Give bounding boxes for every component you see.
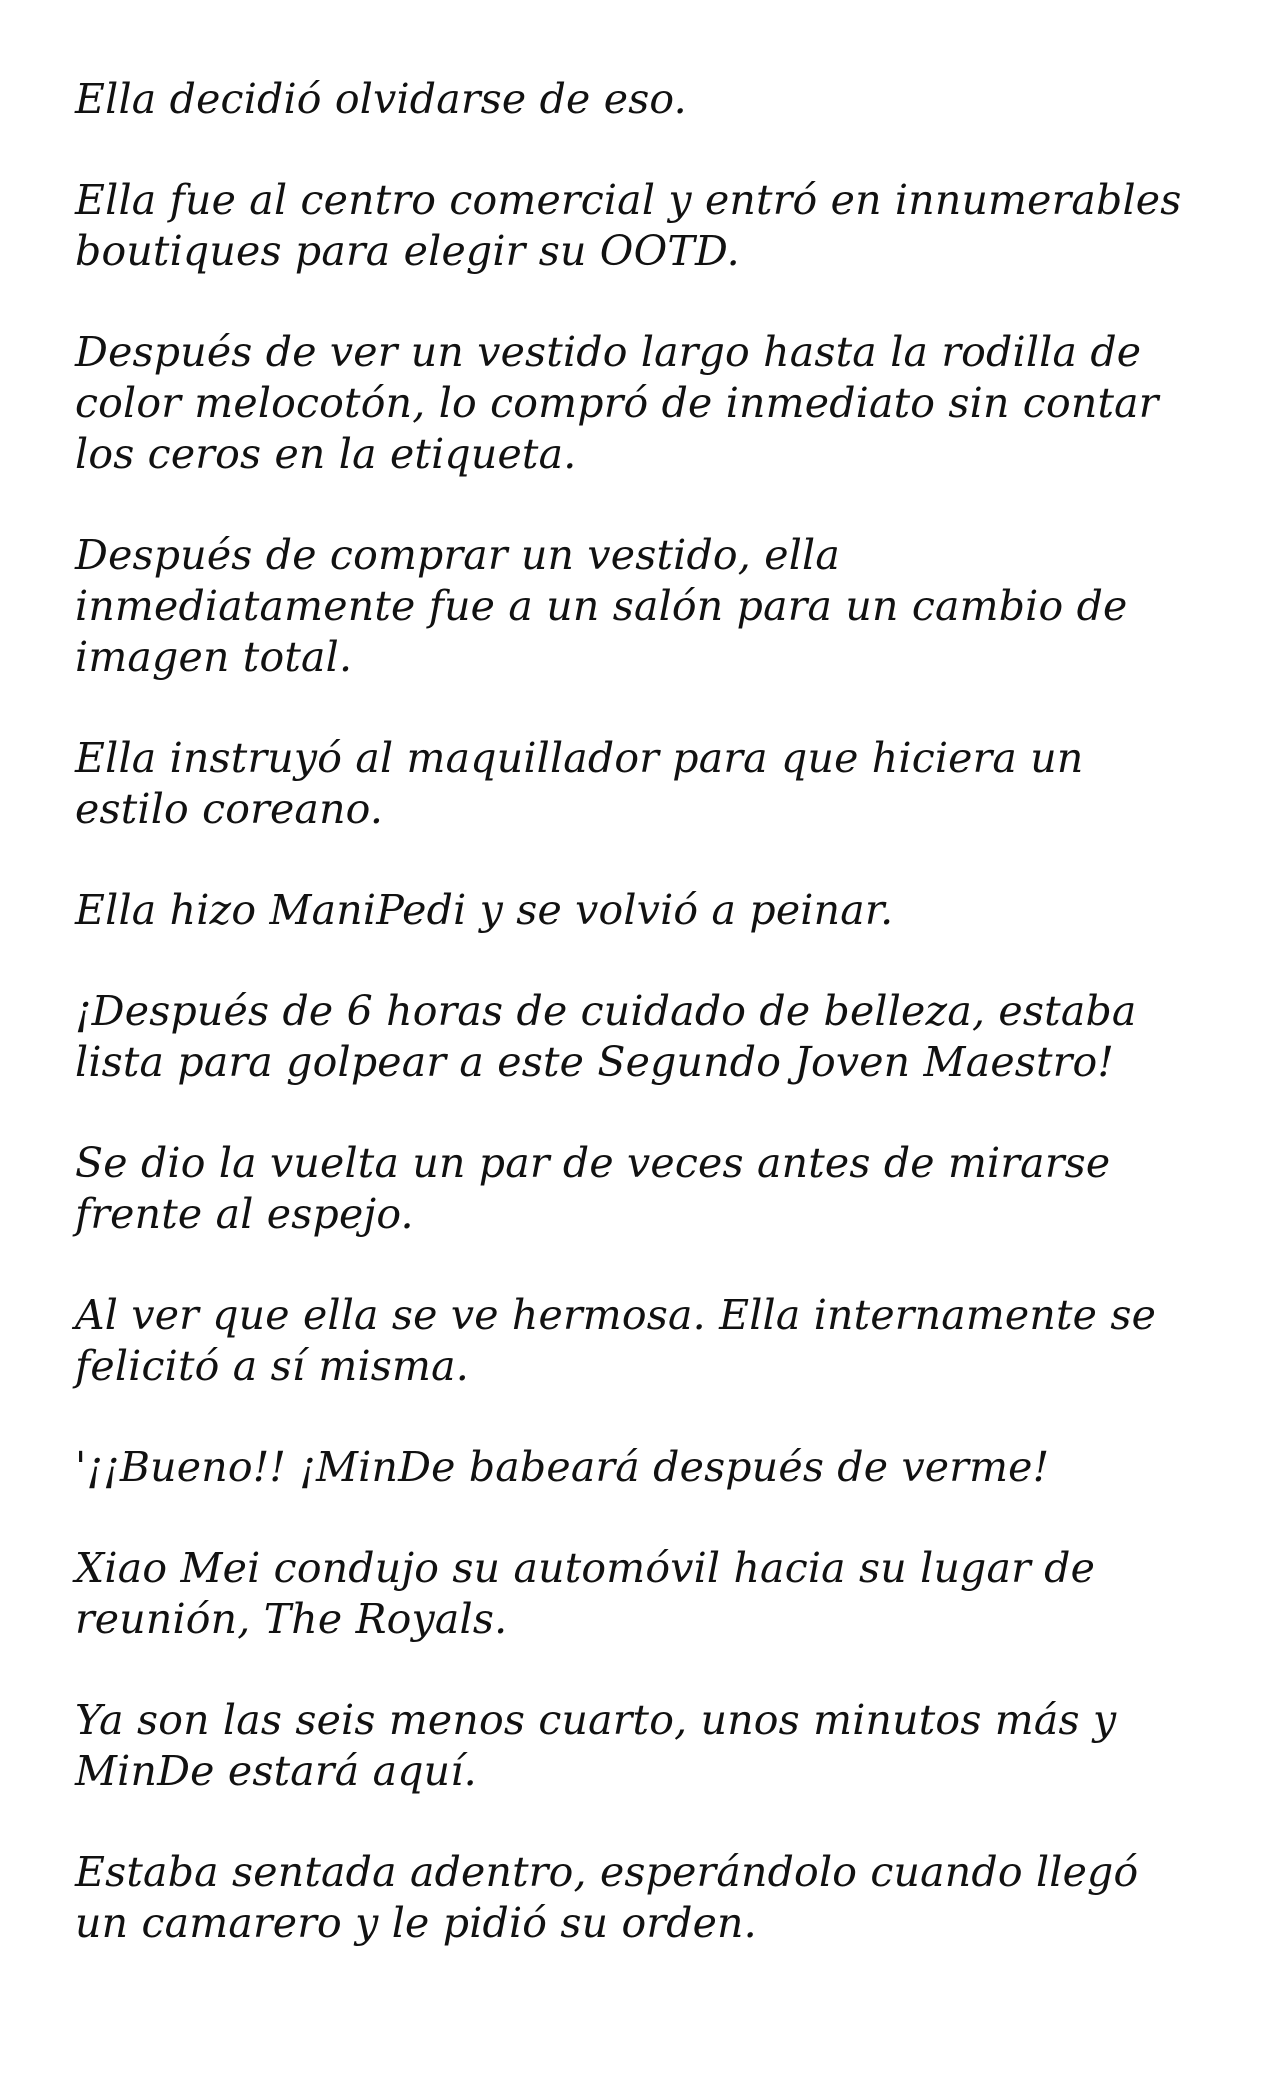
paragraph-5: Ella instruyó al maquillador para que hiciera un estilo coreano. [75, 734, 1084, 833]
paragraph-12: Ya son las seis menos cuarto, unos minutos más y MinDe estará aquí. [75, 1696, 1117, 1795]
paragraph-6: Ella hizo ManiPedi y se volvió a peinar. [75, 886, 894, 934]
paragraph-3: Después de ver un vestido largo hasta la rodilla de color melocotón, lo compró de inmediato sin contar los ceros en la etiqueta. [75, 328, 1159, 478]
paragraph-4: Después de comprar un vestido, ella inmediatamente fue a un salón para un cambio de imagen total. [75, 531, 1128, 681]
paragraph-13: Estaba sentada adentro, esperándolo cuando llegó un camarero y le pidió su orden. [75, 1848, 1139, 1947]
paragraph-1: Ella decidió olvidarse de eso. [75, 75, 687, 123]
paragraph-2: Ella fue al centro comercial y entró en innumerables boutiques para elegir su OOTD. [75, 176, 1182, 275]
paragraph-10: '¡¡Bueno!! ¡MinDe babeará después de verme! [75, 1443, 1050, 1491]
paragraph-9: Al ver que ella se ve hermosa. Ella internamente se felicitó a sí misma. [75, 1291, 1157, 1390]
paragraph-8: Se dio la vuelta un par de veces antes de mirarse frente al espejo. [75, 1139, 1111, 1238]
paragraph-7: ¡Después de 6 horas de cuidado de belleza, estaba lista para golpear a este Segundo Joven Maestro! [75, 987, 1137, 1086]
story-text [75, 74, 1235, 1999]
paragraph-11: Xiao Mei condujo su automóvil hacia su lugar de reunión, The Royals. [75, 1544, 1096, 1643]
